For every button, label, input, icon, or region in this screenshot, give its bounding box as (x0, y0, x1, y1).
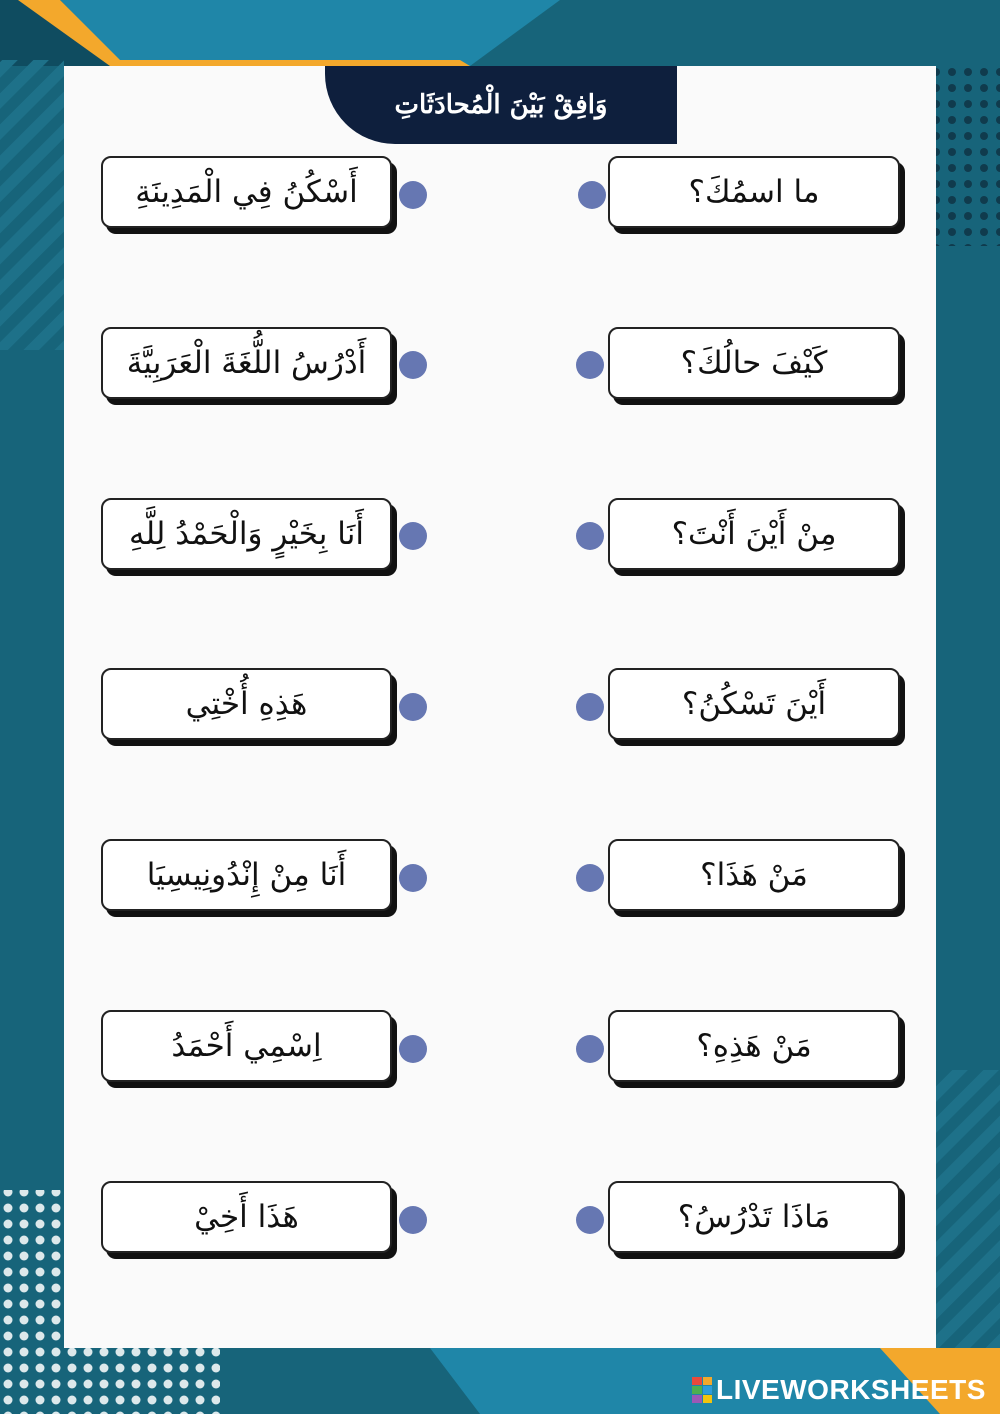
title-banner (325, 66, 677, 144)
liveworksheets-logo-icon (692, 1377, 712, 1403)
question-card[interactable]: ما اسمُكَ؟ (608, 156, 900, 228)
question-match-dot[interactable] (576, 864, 604, 892)
answer-card[interactable]: أَدْرُسُ اللُّغَةَ الْعَرَبِيَّةَ (101, 327, 392, 399)
answer-match-dot[interactable] (399, 864, 427, 892)
answer-match-dot[interactable] (399, 1206, 427, 1234)
question-card[interactable]: أَيْنَ تَسْكُنُ؟ (608, 668, 900, 740)
answer-match-dot[interactable] (399, 1035, 427, 1063)
question-match-dot[interactable] (576, 351, 604, 379)
answer-match-dot[interactable] (399, 181, 427, 209)
question-card[interactable]: مَنْ هَذَا؟ (608, 839, 900, 911)
answer-card[interactable]: هَذِهِ أُخْتِي (101, 668, 392, 740)
answer-match-dot[interactable] (399, 351, 427, 379)
question-match-dot[interactable] (576, 693, 604, 721)
question-card[interactable]: مِنْ أَيْنَ أَنْتَ؟ (608, 498, 900, 570)
question-card[interactable]: مَنْ هَذِهِ؟ (608, 1010, 900, 1082)
answer-match-dot[interactable] (399, 693, 427, 721)
answer-match-dot[interactable] (399, 522, 427, 550)
answer-card[interactable]: هَذَا أَخِيْ (101, 1181, 392, 1253)
question-match-dot[interactable] (578, 181, 606, 209)
question-match-dot[interactable] (576, 1035, 604, 1063)
worksheet-title: وَافِقْ بَيْنَ الْمُحادَثَاتِ (394, 90, 608, 120)
question-match-dot[interactable] (576, 1206, 604, 1234)
answer-card[interactable]: أَنَا مِنْ إِنْدُونِيسِيَا (101, 839, 392, 911)
brand-name: LIVEWORKSHEETS (716, 1374, 986, 1405)
liveworksheets-brand (692, 1373, 986, 1407)
question-card[interactable]: كَيْفَ حالُكَ؟ (608, 327, 900, 399)
question-match-dot[interactable] (576, 522, 604, 550)
answer-card[interactable]: أَنَا بِخَيْرٍ وَالْحَمْدُ لِلَّهِ (101, 498, 392, 570)
question-card[interactable]: مَاذَا تَدْرُسُ؟ (608, 1181, 900, 1253)
answer-card[interactable]: اِسْمِي أَحْمَدُ (101, 1010, 392, 1082)
answer-card[interactable]: أَسْكُنُ فِي الْمَدِينَةِ (101, 156, 392, 228)
